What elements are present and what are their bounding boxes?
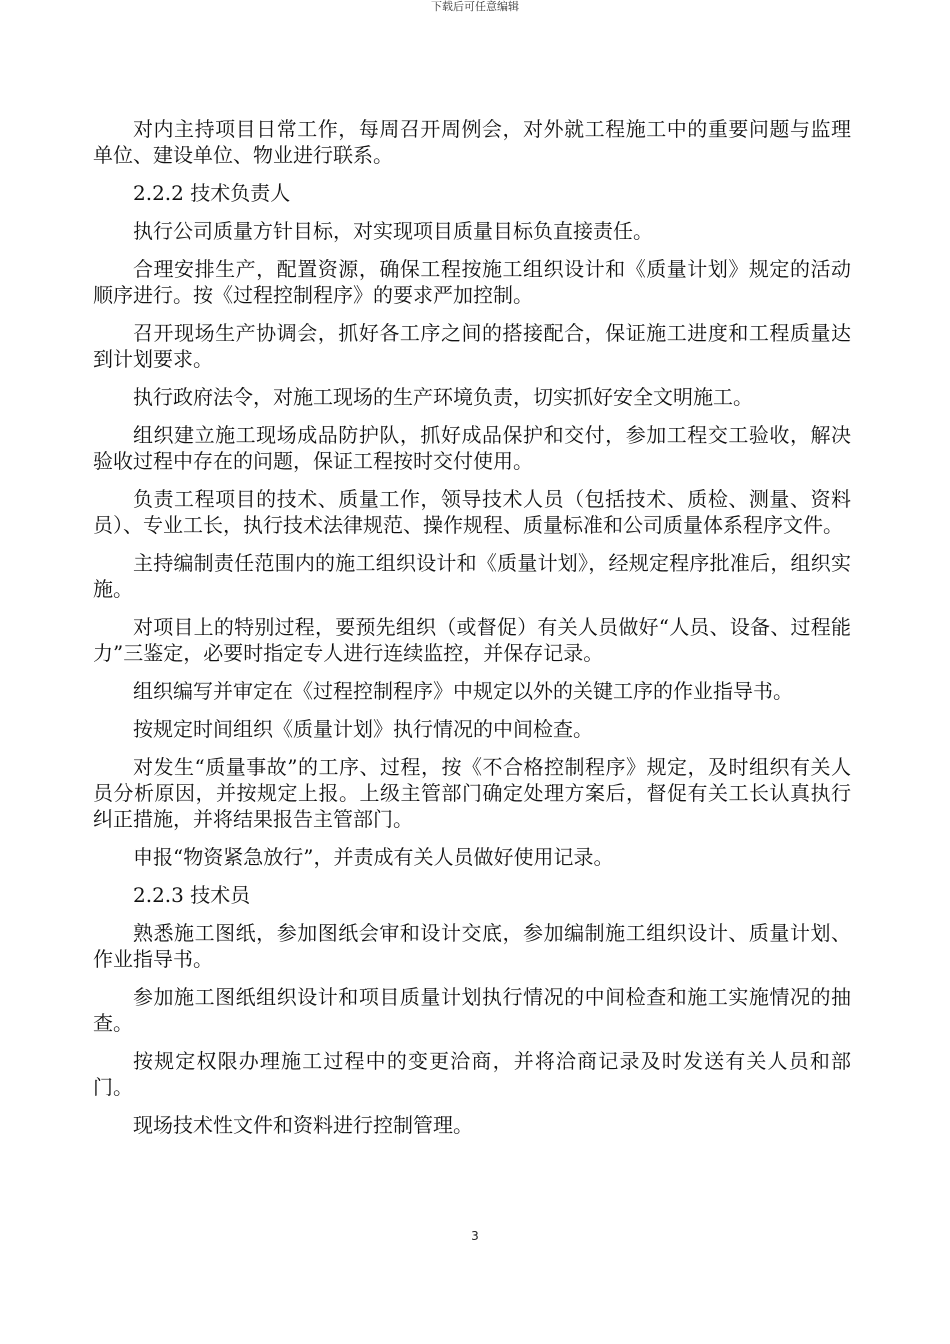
paragraph: 按规定时间组织《质量计划》执行情况的中间检查。 [133,717,593,741]
paragraph: 组织编写并审定在《过程控制程序》中规定以外的关键工序的作业指导书。 [133,679,793,703]
paragraph: 组织建立施工现场成品防护队，抓好成品保护和交付，参加工程交工验收，解决验收过程中存在的问题，保证工程按时交付使用。 [93,423,851,473]
paragraph: 主持编制责任范围内的施工组织设计和《质量计划》，经规定程序批准后，组织实施。 [93,551,851,601]
paragraph: 召开现场生产协调会，抓好各工序之间的搭接配合，保证施工进度和工程质量达到计划要求。 [93,321,851,371]
page-number: 3 [471,1229,479,1243]
paragraph: 对项目上的特别过程，要预先组织（或督促）有关人员做好“人员、设备、过程能力”三鉴定，必要时指定专人进行连续监控，并保存记录。 [93,615,851,665]
paragraph: 对内主持项目日常工作，每周召开周例会，对外就工程施工中的重要问题与监理单位、建设单位、物业进行联系。 [93,117,851,167]
paragraph: 执行政府法令，对施工现场的生产环境负责，切实抓好安全文明施工。 [133,385,753,409]
section-heading: 2.2.3 技术员 [133,883,251,907]
paragraph: 参加施工图纸组织设计和项目质量计划执行情况的中间检查和施工实施情况的抽查。 [93,985,851,1035]
paragraph: 合理安排生产，配置资源，确保工程按施工组织设计和《质量计划》规定的活动顺序进行。按《过程控制程序》的要求严加控制。 [93,257,851,307]
paragraph: 执行公司质量方针目标，对实现项目质量目标负直接责任。 [133,219,653,243]
paragraph: 申报“物资紧急放行”，并责成有关人员做好使用记录。 [133,845,614,869]
paragraph: 按规定权限办理施工过程中的变更洽商，并将洽商记录及时发送有关人员和部门。 [93,1049,851,1099]
paragraph: 现场技术性文件和资料进行控制管理。 [133,1113,473,1137]
paragraph: 熟悉施工图纸，参加图纸会审和设计交底，参加编制施工组织设计、质量计划、作业指导书。 [93,921,851,971]
document-body [93,116,851,1150]
paragraph: 负责工程项目的技术、质量工作，领导技术人员（包括技术、质检、测量、资料员）、专业工长，执行技术法律规范、操作规程、质量标准和公司质量体系程序文件。 [93,487,851,537]
header-note: 下载后可任意编辑 [431,0,519,13]
paragraph: 对发生“质量事故”的工序、过程，按《不合格控制程序》规定，及时组织有关人员分析原因，并按规定上报。上级主管部门确定处理方案后，督促有关工长认真执行纠正措施，并将结果报告主管部门。 [93,755,851,831]
section-heading: 2.2.2 技术负责人 [133,181,291,205]
